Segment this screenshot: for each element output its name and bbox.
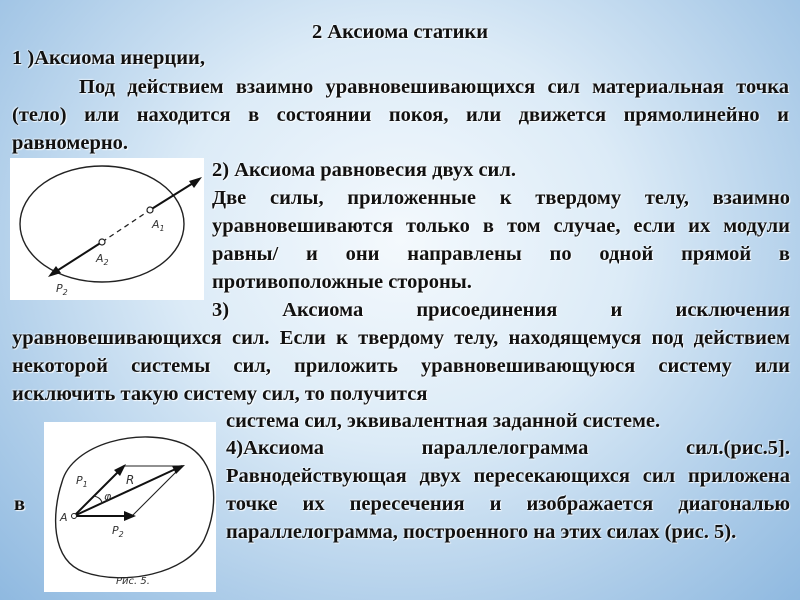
arrowhead-p2-icon [124, 511, 136, 521]
label-p2: $P_2$ [56, 282, 68, 297]
axiom3-line-2: уравновешивающихся сил. Если к твердому телу, находящемуся под действием [12, 327, 790, 349]
label-p2: $P_2$ [112, 524, 124, 539]
axiom1-line-3: равномерно. [12, 132, 129, 154]
label-phi: φ [104, 490, 112, 503]
axiom3-line-3: некоторой системы сил, приложить уравновешивающуюся систему или [12, 355, 790, 377]
axiom4-line-2: Равнодействующая двух пересекающихся сил приложена [226, 465, 790, 487]
figure-two-forces [10, 158, 204, 300]
label-r: R [126, 473, 135, 487]
axiom3-line-1: 3) Аксиома присоединения и исключения [212, 299, 790, 321]
arrowhead-r-icon [172, 465, 185, 474]
axiom2-heading: 2) Аксиома равновесия двух сил. [212, 159, 516, 181]
label-a: A [60, 511, 68, 524]
axiom3-line-5: система сил, эквивалентная заданной системе. [226, 410, 661, 432]
point-a2 [99, 239, 105, 245]
axiom4-line-1: 4)Аксиома параллелограмма сил.(рис.5]. [226, 437, 790, 459]
axiom4-stray-letter: в [14, 493, 26, 515]
axiom4-line-3: точке их пересечения и изображается диагональю [226, 493, 790, 515]
parallelogram-diagram [44, 422, 216, 592]
arrowhead-p1-icon [189, 177, 202, 188]
figure-parallelogram [44, 422, 216, 592]
label-a2: $A_2$ [96, 252, 109, 267]
page-title: 2 Аксиома статики [311, 21, 489, 43]
axiom1-heading: 1 )Аксиома инерции, [12, 47, 205, 69]
label-p1: $P_1$ [76, 474, 88, 489]
axiom2-line-3: равны/ и они направлены по одной прямой в [212, 243, 790, 265]
line-of-action-dashed [102, 210, 150, 242]
axiom1-line-1: Под действием взаимно уравновешивающихся сил материальная точка [79, 76, 789, 98]
axiom2-line-2: уравновешиваются только в том случае, если их модули [212, 215, 790, 237]
force-p2-arrow [52, 242, 102, 274]
point-a [72, 514, 77, 519]
axiom3-line-4: исключить такую систему сил, то получится [12, 383, 428, 405]
body-outline [56, 437, 214, 578]
arrowhead-p2-icon [48, 266, 61, 277]
axiom4-line-4: параллелограмма, построенного на этих силах (рис. 5). [226, 521, 737, 543]
point-a1 [147, 207, 153, 213]
two-forces-diagram [10, 158, 204, 300]
figure-caption: Рис. 5. [116, 576, 150, 587]
axiom1-line-2: (тело) или находится в состоянии покоя, или движется прямолинейно и [12, 104, 789, 126]
axiom2-line-4: противоположные стороны. [212, 271, 472, 293]
axiom2-line-1: Две силы, приложенные к твердому телу, взаимно [212, 187, 790, 209]
force-p1-arrow [150, 180, 198, 210]
label-a1: $A_1$ [152, 218, 165, 233]
